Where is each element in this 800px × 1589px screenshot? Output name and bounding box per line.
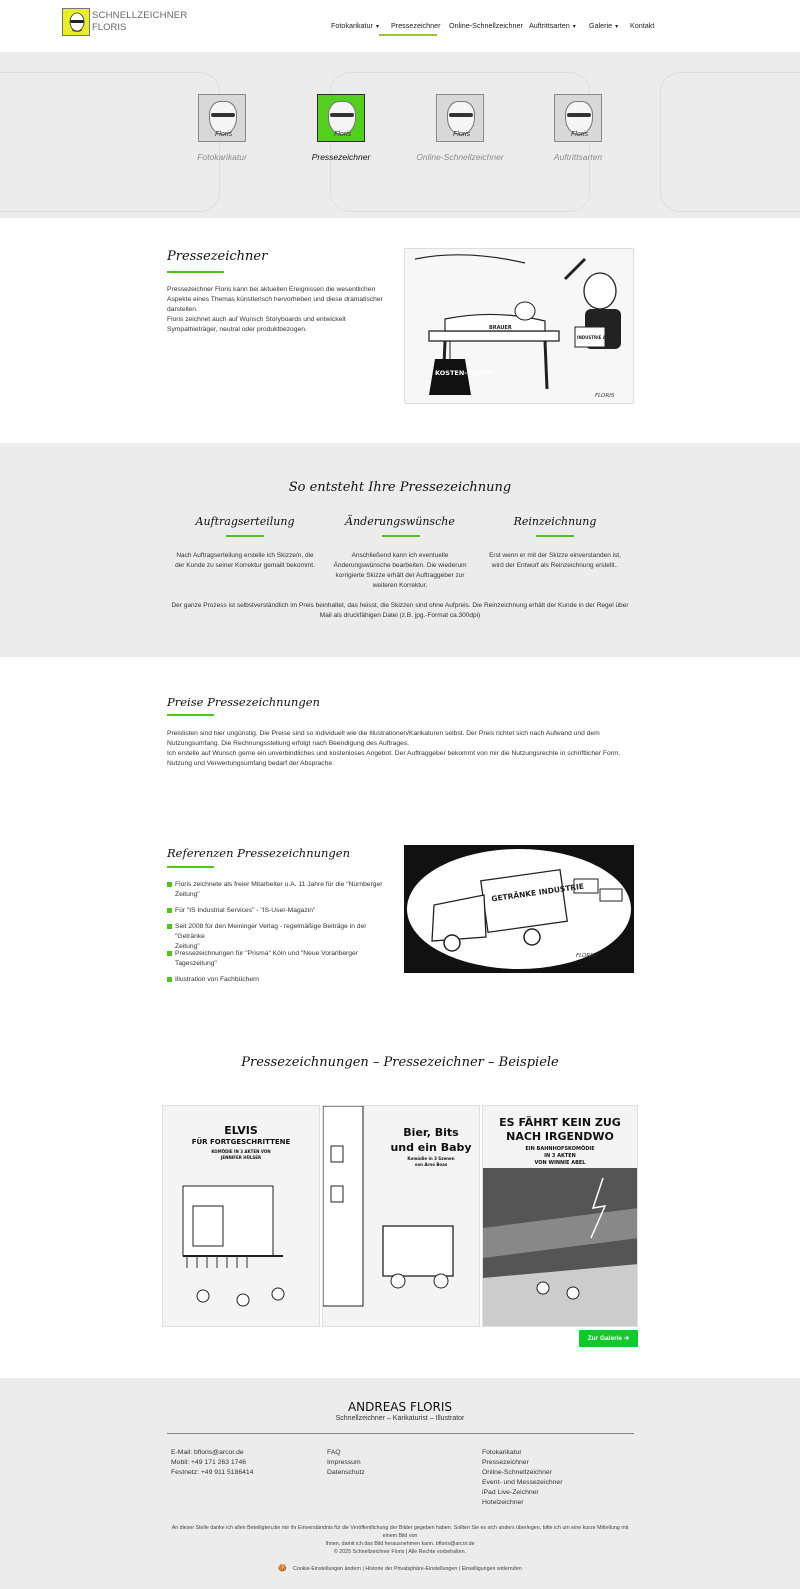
hero-card-label: Online-Schnellzeichner [416, 152, 504, 162]
caricature-thumbnail-icon: Floris [198, 94, 246, 142]
process-note: Der ganze Prozess ist selbstverständlich im Preis beinhaltet, das heisst, die Skizzen sind ohne Aufpreis. Die Reinzeichnung erhält der Kunde in der Regel über Mail als druckfähigen Datei (z.B. jpg.-Format ca.300dpi) [171, 602, 629, 619]
title-underline [382, 535, 420, 537]
footer-link-event-messezeichner[interactable]: Event- und Messezeichner [482, 1479, 563, 1486]
logo-badge-icon [62, 8, 90, 36]
hero-card-online-schnellzeichner[interactable] [405, 94, 515, 162]
footer-link-ipad-live-zeichner[interactable]: iPad Live-Zeichner [482, 1489, 539, 1496]
nav-item-online-schnellzeichner[interactable]: Online-Schnellzeichner [449, 21, 523, 30]
title-underline [167, 714, 214, 716]
site-logo[interactable] [62, 8, 188, 38]
background-sketch [660, 72, 800, 212]
footer-disclaimer: An dieser Stelle danke ich allen Beteiligten,die mir ihr Einverständnis für die Veröffentlichung der Bilder gegeben haben. Sollten Sie es sich anders überlegen, bitte ich um eine kurze Mitteilung mit einem Bild von Ihnen, damit ich das Bild herausnehmen kann. bfloris@arcor.de [171, 1525, 629, 1547]
process-section [0, 443, 800, 657]
site-header [0, 0, 800, 52]
hero-banner [0, 52, 800, 218]
caricature-thumbnail-icon: Floris [436, 94, 484, 142]
chevron-down-icon: ▾ [572, 24, 576, 30]
step-title: Änderungswünsche [345, 515, 455, 528]
footer-cookie-links: 🍪 Cookie-Einstellungen ändern | Historie der Privatsphäre-Einstellungen | Einwilligungen widerrufen [278, 1565, 522, 1572]
cartoon-getraenke-industrie-image [404, 845, 634, 973]
logo-text-line2: FLORIS [92, 22, 127, 33]
footer-link-hotelzeichner[interactable]: Hotelzeichner [482, 1499, 524, 1506]
gallery-image-es-faehrt-kein-zug[interactable]: ES FÄHRT KEIN ZUG NACH IRGENDWO EIN BAHNHOFSKOMÖDIE IN 3 AKTEN VON WINNIE ABEL [482, 1105, 638, 1327]
footer-divider [167, 1433, 634, 1434]
svg-text:FLORIS: FLORIS [576, 953, 596, 959]
list-item: Pressezeichnungen für "Prisma" Köln und "Neue Vorarlberger Tageszeitung" [167, 949, 387, 969]
intro-title: Pressezeichner [167, 249, 268, 264]
svg-text:BRAUER: BRAUER [489, 325, 512, 331]
title-underline [167, 271, 224, 273]
svg-text:INDUSTRIE AMT: INDUSTRIE AMT [577, 335, 613, 340]
bullet-icon [167, 908, 172, 913]
list-item: Floris zeichnete als freier Mitarbeiter u.A. 11 Jahre für die "Nürnberger Zeitung" [167, 880, 387, 900]
footer-link-pressezeichner[interactable]: Pressezeichner [482, 1459, 529, 1466]
svg-text:KOSTEN-DRUCK: KOSTEN-DRUCK [435, 369, 493, 377]
process-title: So entsteht Ihre Pressezeichnung [288, 480, 512, 495]
nav-item-galerie[interactable]: Galerie ▾ [589, 21, 619, 30]
nav-item-kontakt[interactable]: Kontakt [630, 21, 655, 30]
chevron-down-icon: ▾ [615, 24, 619, 30]
footer-contact: E-Mail: bfloris@arcor.de Mobil: +49 171 263 1746 Festnetz: +49 911 5186414 [171, 1449, 254, 1476]
footer-services [482, 1448, 562, 1508]
svg-text:GETRÄNKE INDUSTRIE: GETRÄNKE INDUSTRIE [490, 881, 585, 904]
caricature-thumbnail-icon: Floris [554, 94, 602, 142]
list-item: Illustration von Fachbüchern [167, 975, 387, 985]
nav-item-pressezeichner[interactable]: Pressezeichner [391, 21, 441, 30]
gallery-image-bier-bits-baby[interactable]: Bier, Bits und ein Baby Komödie in 3 Szenen von Arno Boas [322, 1105, 480, 1327]
step-text: Anschließend kann ich eventuelle Änderungswünsche bearbeiten. Die wiederum korrigierte Skizze erhält der Auftraggeber zur weiteren Korrektur. [333, 552, 467, 589]
footer-tagline: Schnellzeichner – Karikaturist – Illustrator [335, 1415, 465, 1422]
title-underline [536, 535, 574, 537]
references-title: Referenzen Pressezeichnungen [167, 846, 350, 860]
chevron-down-icon: ▾ [375, 24, 379, 30]
prices-title: Preise Pressezeichnungen [167, 695, 320, 709]
cookie-icon[interactable]: 🍪 [278, 1565, 288, 1572]
footer-link-online-schnellzeichner[interactable]: Online-Schnellzeichner [482, 1469, 552, 1476]
title-underline [167, 866, 214, 868]
list-item: Seit 2008 für den Meininger Verlag - regelmäßige Beiträge in der "Getränke Zeitung" [167, 922, 387, 952]
footer-link-impressum[interactable]: Impressum [327, 1459, 361, 1466]
step-text: Erst wenn er mit der Skizze einverstanden ist, wird der Entwurf als Reinzeichnung erstellt.. [489, 552, 621, 569]
footer-copyright: © 2025 Schnellzeichner Floris | Alle Rechte vorbehalten. [333, 1549, 467, 1555]
list-item: Für "IS Industrial Services" - "IS-User-Magazin" [167, 906, 387, 916]
step-title: Auftragserteilung [195, 515, 295, 528]
nav-item-fotokarikatur[interactable]: Fotokarikatur ▾ [331, 21, 379, 30]
nav-active-indicator [379, 34, 437, 36]
gallery-title: Pressezeichnungen – Pressezeichner – Beispiele [241, 1055, 559, 1070]
arrow-right-icon: ➔ [623, 1335, 630, 1342]
gallery-image-elvis[interactable]: ELVIS FÜR FORTGESCHRITTENE KOMÖDIE IN 3 AKTEN VON JENNIFER HÜLSER [162, 1105, 320, 1327]
step-text: Nach Auftragserteilung erstelle ich Skizze/n, die der Kunde zu seiner Korrektur gemailt bekommt. [175, 552, 315, 569]
footer-links [327, 1448, 365, 1478]
hero-card-label: Pressezeichner [311, 152, 371, 162]
intro-text: Pressezeichner Floris kann bei aktuellen Ereignissen die wesentlichen Aspekte eines Themas künstlerisch hervorheben und diese dramatischer darstellen. Floris zeichnet auch auf Wunsch Storyboards und entwickelt Sympathieträger, neutral oder produktbezogen. [167, 286, 383, 333]
caricature-thumbnail-icon: Floris [317, 94, 365, 142]
bullet-icon [167, 951, 172, 956]
bullet-icon [167, 882, 172, 887]
footer-link-datenschutz[interactable]: Datenschutz [327, 1469, 365, 1476]
footer-name: ANDREAS FLORIS [347, 1400, 453, 1414]
cartoon-kostendruck-image [404, 248, 634, 404]
prices-text: Preislisten sind hier ungünstig. Die Preise sind so individuell wie die Illustrationen/Karikaturen selbst. Der Preis richtet sich nach Aufwand und dem Nutzungsumfang. Die Rechnungsstellung erfolgt nach Beendigung des Auftrages. Ich erstelle auf Wunsch gerne ein unverbindliches und kostenloses Angebot. Der Auftraggeber bekommt von mir die Nutzungsrechte in schriftlicher Form. Nutzung und Verwertungsumfang bedarf der Absprache. [167, 730, 621, 767]
bullet-icon [167, 977, 172, 982]
hero-card-label: Auftrittsarten [553, 152, 603, 162]
nav-item-auftrittsarten[interactable]: Auftrittsarten ▾ [529, 21, 576, 30]
footer-link-faq[interactable]: FAQ [327, 1449, 341, 1456]
step-title: Reinzeichnung [513, 515, 597, 528]
logo-text-line1: SCHNELLZEICHNER [92, 10, 188, 21]
title-underline [226, 535, 264, 537]
hero-card-auftrittsarten[interactable] [523, 94, 633, 162]
svg-text:FLORIS: FLORIS [595, 393, 615, 399]
hero-card-fotokarikatur[interactable] [167, 94, 277, 162]
hero-card-pressezeichner[interactable] [286, 94, 396, 162]
bullet-icon [167, 924, 172, 929]
gallery-button[interactable]: Zur Galerie ➔ [579, 1330, 638, 1347]
footer-link-fotokarikatur[interactable]: Fotokarikatur [482, 1449, 522, 1456]
hero-card-label: Fotokarikatur [197, 152, 247, 162]
site-footer [0, 1378, 800, 1589]
